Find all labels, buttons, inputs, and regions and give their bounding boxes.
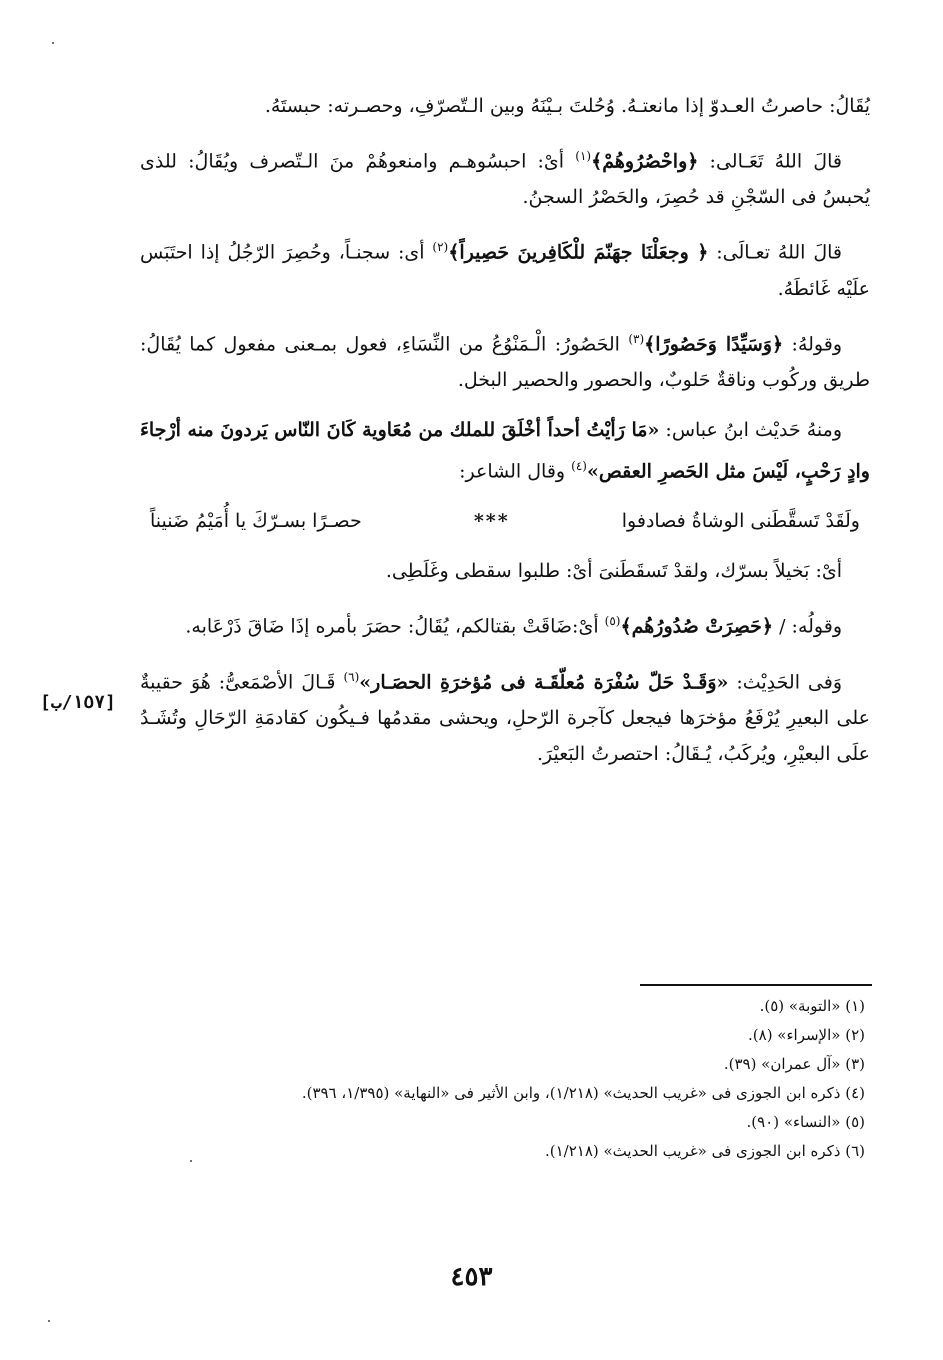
footnote-3: (٣) «آل عمران» (٣٩). xyxy=(723,1055,865,1073)
paragraph-6-text: أىْ: بَخيلاً بسرّك، ولقدْ تَسقَطَنىَ أىْ: طلبوا سقطى وغَلَطِى. xyxy=(385,560,842,583)
verse-first-hemistich: ولَقَدْ تَسقَّطَنى الوشاةُ فصادفوا xyxy=(621,510,860,533)
paragraph-2 xyxy=(140,138,870,215)
footnote-2: (٢) «الإسراء» (٨). xyxy=(748,1026,865,1044)
scan-speck xyxy=(190,1160,192,1162)
paragraph-3-rest: أى: سجنـاً، وحُصِرَ الرّجُلُ إذا احتَبَس علَيْه غَائطَهُ. xyxy=(140,241,870,300)
page-number: ٤٥٣ xyxy=(450,1262,493,1292)
verse-separator: *** xyxy=(473,510,510,533)
paragraph-4-lead: وقولهُ: xyxy=(783,332,842,355)
footnotes xyxy=(150,994,865,1168)
hadith-quote-2: «وَقَـدْ حَلّ سُفْرَة مُعلّقَـة فى مُؤخرَةِ الحصَـار» xyxy=(359,670,729,693)
paragraph-4-rest: الحَصُورُ: الْـمَنْوُعُ من النِّسَاءِ، فعول بمـعنى مفعول كما يُقَالُ: طريق وركُوب وناقةٌ حَلوبٌ، والحصور والحصير البخل. xyxy=(140,332,870,391)
paragraph-6 xyxy=(140,553,870,589)
scan-speck xyxy=(48,1320,50,1322)
main-text xyxy=(140,88,870,786)
paragraph-8-rest: قَـالَ الأصْمَعىُّ: هُوَ حقيبةٌ على البعيرِ يُرْفَعُ مؤخرَها فيجعل كآجرة الرّحلِ، ويحشى مقدمُها فـيكُون كقادمَةِ الرّحَالِ وتُشَـدُ علَى البعيْرِ، ويُركَبُ، يُـقَالُ: احتصرتُ البَعيْرَ. xyxy=(140,670,870,765)
paragraph-1-text: يُقَالُ: حاصرتُ العـدوّ إذا مانعتـهُ. وُحُلتَ بـيْنَهُ وبين الـتّصرّفِ، وحصـرته: حبستَهُ. xyxy=(264,95,870,117)
paragraph-7-lead: وقولُه: / xyxy=(773,615,842,638)
paragraph-3-lead: قالَ اللهُ تعـالَى: xyxy=(708,241,842,264)
quran-quote-3: ﴿وَسَيِّدًا وَحَصُورًا﴾ xyxy=(644,332,784,355)
paragraph-2-rest: أىْ: احبسُوهـم وامنعوهُمْ منَ الـتّصرف ويُقَالُ: للذى يُحبسُ فى السّجْنِ قد حُصِرَ، والحَصْرُ السجنُ. xyxy=(140,150,870,209)
paragraph-8 xyxy=(140,659,870,772)
manuscript-folio-marker: [١٥٧/ب] xyxy=(40,692,116,713)
scan-speck xyxy=(52,42,54,44)
paragraph-2-lead: قالَ اللهُ تَعَـالى: xyxy=(698,150,842,173)
footnote-ref-6: (٦) xyxy=(343,669,360,684)
footnote-ref-4: (٤) xyxy=(571,458,587,473)
footnote-ref-3: (٣) xyxy=(628,331,645,346)
quran-quote-4: ﴿حَصِرَتْ صُدُورُهُم﴾ xyxy=(620,615,774,638)
verse-second-hemistich: حصـرًا بسـرّكَ يا أُمَيْمُ ضَنيناً xyxy=(150,510,362,533)
quran-quote-2: ﴿ وجعَلْنَا جهَنّمَ للْكَافِرينَ حَصِيراً﴾ xyxy=(448,241,709,264)
quran-quote-1: ﴿واحْصُرُوهُمْ﴾ xyxy=(591,150,699,173)
paragraph-3 xyxy=(140,229,870,306)
paragraph-4 xyxy=(140,321,870,398)
footnote-6: (٦) ذكره ابن الجوزى فى «غريب الحديث» (١/٢١٨). xyxy=(544,1142,865,1160)
paragraph-5-rest: وقال الشاعر: xyxy=(459,460,572,483)
footnote-ref-2: (٢) xyxy=(432,240,449,255)
paragraph-5 xyxy=(140,412,870,489)
paragraph-7-rest: أىْ:ضَاقَتْ بقتالكم، يُقَالُ: حصَرَ بأمره إذَا ضَاقَ ذَرْعَابه. xyxy=(185,615,605,638)
footnote-ref-1: (١) xyxy=(575,149,592,163)
paragraph-1 xyxy=(140,88,870,124)
footnote-divider xyxy=(640,984,872,986)
paragraph-5-lead: ومنهُ حَديْث ابنُ عباس: xyxy=(659,418,842,441)
footnote-5: (٥) «النساء» (٩٠). xyxy=(746,1113,865,1131)
footnote-ref-5: (٥) xyxy=(604,614,621,629)
footnote-1: (١) «التوبة» (٥). xyxy=(759,997,865,1015)
poetry-verse xyxy=(140,503,870,539)
hadith-quote-1: «مَا رَأيْتُ أحداً أخْلَقَ للملك من مُعَاوية كَانَ النّاس يَردونَ منه أرْجاءَ وادٍ رَحْبٍ، لَيْسَ مثل الحَصرِ العقص» xyxy=(140,418,870,483)
footnote-4: (٤) ذكره ابن الجوزى فى «غريب الحديث» (١/٢١٨)، وابن الأثير فى «النهاية» (١/٣٩٥، ٣٩٦). xyxy=(301,1084,865,1102)
paragraph-7 xyxy=(140,603,870,644)
paragraph-8-lead: وَفى الحَدِيْث: xyxy=(728,670,842,693)
